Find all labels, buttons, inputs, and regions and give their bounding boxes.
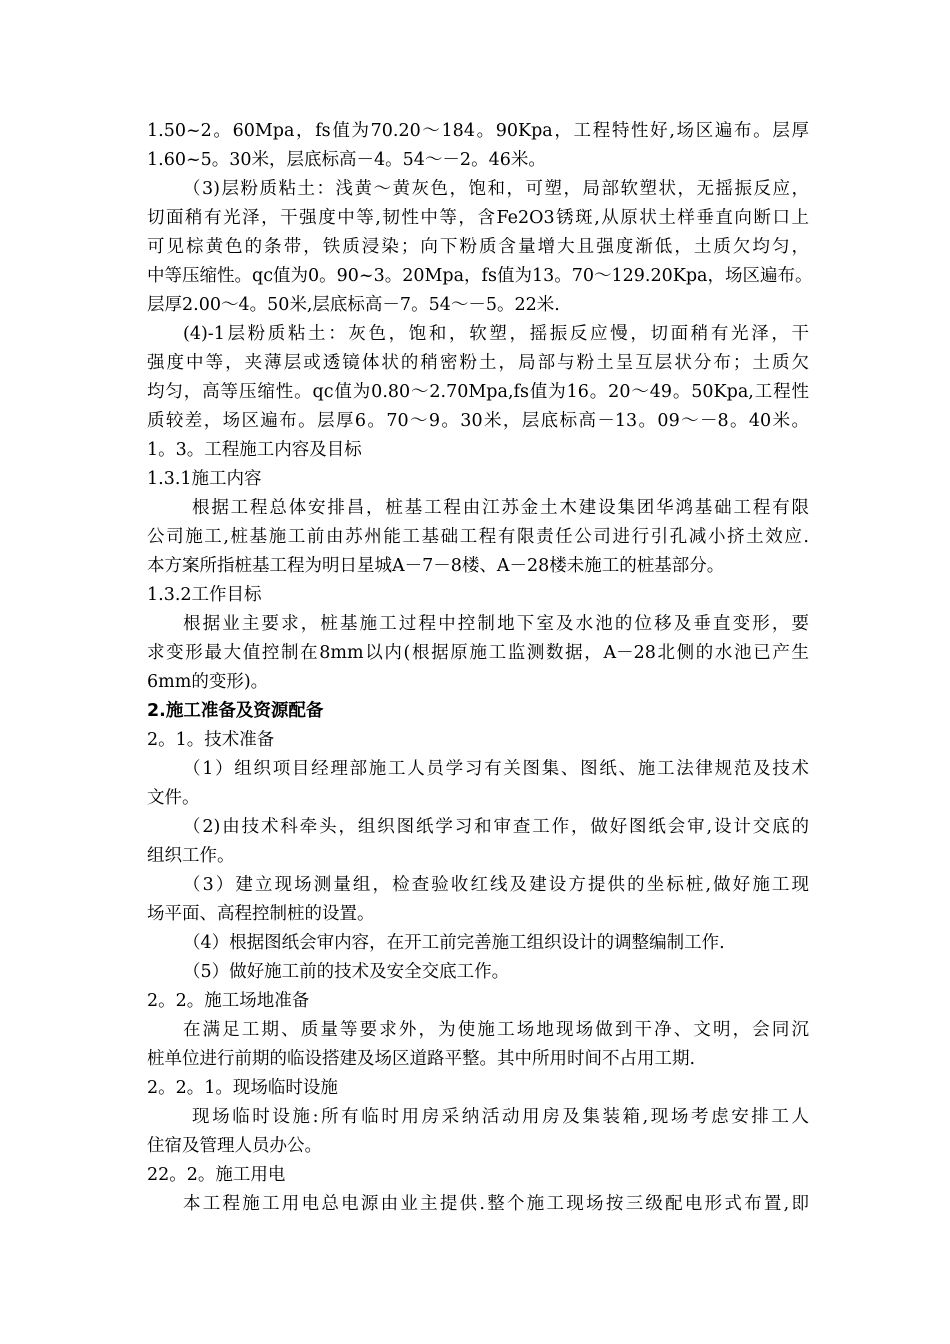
text-line: 层厚2.00～4。50米,层底标高－7。54～－5。22米. xyxy=(147,295,560,315)
text-line: 切面稍有光泽，干强度中等,韧性中等，含Fe2O3锈斑,从原状土样垂直向断口上 xyxy=(147,208,809,228)
subsection-heading: 2。2。1。现场临时设施 xyxy=(147,1078,338,1098)
document-page xyxy=(147,117,813,1219)
text-line: 强度中等，夹薄层或透镜体状的稍密粉土，局部与粉土呈互层状分布；土质欠 xyxy=(147,353,809,373)
section-heading: 1。3。工程施工内容及目标 xyxy=(147,440,362,460)
text-line: 本工程施工用电总电源由业主提供.整个施工现场按三级配电形式布置,即 xyxy=(183,1194,809,1214)
text-line: (4)-1层粉质粘土：灰色，饱和，软塑，摇振反应慢，切面稍有光泽，干 xyxy=(183,324,809,344)
text-line: 求变形最大值控制在8mm以内(根据原施工监测数据，A－28北侧的水池已产生 xyxy=(147,643,809,663)
text-line: 可见棕黄色的条带，铁质浸染；向下粉质含量增大且强度渐低，土质欠均匀， xyxy=(147,237,809,257)
text-line: （2)由技术科牵头，组织图纸学习和审查工作，做好图纸会审,设计交底的 xyxy=(183,817,809,837)
text-line: 根据工程总体安排昌，桩基工程由江苏金土木建设集团华鸿基础工程有限 xyxy=(192,498,809,518)
text-line: （4）根据图纸会审内容，在开工前完善施工组织设计的调整编制工作. xyxy=(183,933,725,953)
section-heading: 2。2。施工场地准备 xyxy=(147,991,310,1011)
text-line: 质较差，场区遍布。层厚6。70～9。30米，层底标高－13。09～－8。40米。 xyxy=(147,411,809,431)
text-line: 根据业主要求，桩基施工过程中控制地下室及水池的位移及垂直变形，要 xyxy=(183,614,809,634)
text-line: 文件。 xyxy=(147,788,200,808)
text-line: （1）组织项目经理部施工人员学习有关图集、图纸、施工法律规范及技术 xyxy=(183,759,809,779)
text-line: （3）建立现场测量组，检查验收红线及建设方提供的坐标桩,做好施工现 xyxy=(183,875,809,895)
section-heading: 2。1。技术准备 xyxy=(147,730,275,750)
text-line: 6mm的变形)。 xyxy=(147,672,269,692)
text-line: （3)层粉质粘土：浅黄～黄灰色，饱和，可塑，局部软塑状，无摇振反应， xyxy=(183,179,809,199)
text-line: 组织工作。 xyxy=(147,846,235,866)
subsection-heading: 22。2。施工用电 xyxy=(147,1165,286,1185)
text-line: 现场临时设施:所有临时用房采纳活动用房及集装箱,现场考虑安排工人 xyxy=(192,1107,809,1127)
chapter-heading: 2.施工准备及资源配备 xyxy=(147,701,324,721)
text-line: 在满足工期、质量等要求外，为使施工场地现场做到干净、文明，会同沉 xyxy=(183,1020,809,1040)
text-line: 1.50~2。60Mpa，fs值为70.20～184。90Kpa，工程特性好,场区遍布。层厚 xyxy=(147,121,809,141)
text-line: 中等压缩性。qc值为0。90~3。20Mpa，fs值为13。70～129.20Kpa，场区遍布。 xyxy=(147,266,813,286)
text-line: 公司施工,桩基施工前由苏州能工基础工程有限责任公司进行引孔减小挤土效应. xyxy=(147,527,809,547)
text-line: 桩单位进行前期的临设搭建及场区道路平整。其中所用时间不占用工期. xyxy=(147,1049,696,1069)
text-line: 均匀，高等压缩性。qc值为0.80～2.70Mpa,fs值为16。20～49。50Kpa,工程性 xyxy=(147,382,809,402)
subsection-heading: 1.3.1施工内容 xyxy=(147,469,262,489)
text-line: 1.60~5。30米，层底标高－4。54～－2。46米。 xyxy=(147,150,546,170)
text-line: 本方案所指桩基工程为明日星城A－7－8楼、A－28楼未施工的桩基部分。 xyxy=(147,556,725,576)
text-line: 住宿及管理人员办公。 xyxy=(147,1136,322,1156)
text-line: 场平面、高程控制桩的设置。 xyxy=(147,904,375,924)
text-line: （5）做好施工前的技术及安全交底工作。 xyxy=(183,962,510,982)
subsection-heading: 1.3.2工作目标 xyxy=(147,585,262,605)
